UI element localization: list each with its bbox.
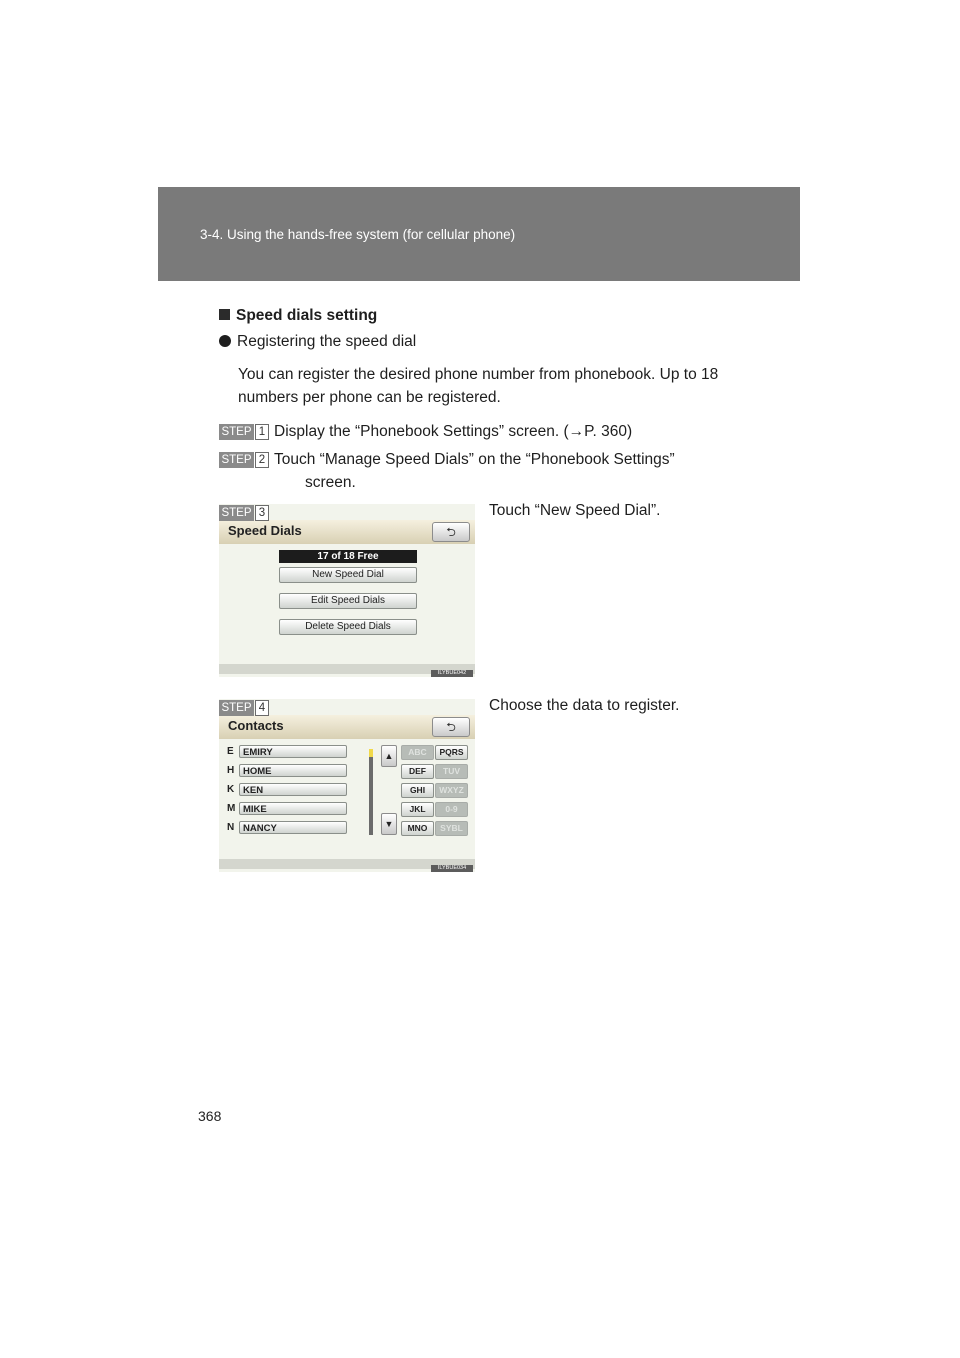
contact-mike[interactable]: MIKE (239, 802, 347, 815)
step-badge-2: STEP 2 (219, 452, 269, 468)
new-speed-dial-button[interactable]: New Speed Dial (279, 567, 417, 583)
step-badge-4: STEP 4 (219, 700, 269, 716)
key-ghi[interactable]: GHI (401, 783, 434, 798)
up-arrow-icon: ▲ (384, 751, 394, 761)
subheading: Registering the speed dial (219, 330, 416, 353)
key-def[interactable]: DEF (401, 764, 434, 779)
step-1-text: Display the “Phonebook Settings” screen. (→P. 360) (274, 423, 633, 440)
contacts-screen (219, 699, 475, 872)
key-pqrs[interactable]: PQRS (435, 745, 468, 760)
scroll-up-button[interactable] (381, 745, 397, 767)
key-abc: ABC (401, 745, 434, 760)
step-4-text: Choose the data to register. (489, 697, 680, 714)
back-button[interactable]: ⮌ (432, 522, 470, 542)
down-arrow-icon: ▼ (384, 819, 394, 829)
image-id: ILYBUE034 (431, 865, 473, 872)
chapter-title: 3-4. Using the hands-free system (for cellular phone) (200, 227, 516, 242)
index-letter: H (227, 765, 235, 776)
step-badge-1: STEP 1 (219, 424, 269, 440)
back-button[interactable]: ⮌ (432, 717, 470, 737)
step-badge-3: STEP 3 (219, 505, 269, 521)
step-2-text-line-1: Touch “Manage Speed Dials” on the “Phonebook Settings” (274, 451, 675, 468)
scrollbar-track[interactable] (369, 749, 373, 835)
screen-title: Contacts (228, 718, 284, 733)
key-numbers: 0-9 (435, 802, 468, 817)
speed-dials-screen (219, 504, 475, 677)
chapter-header (158, 187, 800, 281)
square-bullet-icon (219, 309, 230, 320)
key-jkl[interactable]: JKL (401, 802, 434, 817)
contact-nancy[interactable]: NANCY (239, 821, 347, 834)
contact-home[interactable]: HOME (239, 764, 347, 777)
section-heading: Speed dials setting (219, 304, 377, 327)
delete-speed-dials-button[interactable]: Delete Speed Dials (279, 619, 417, 635)
scroll-down-button[interactable] (381, 813, 397, 835)
contact-emiry[interactable]: EMIRY (239, 745, 347, 758)
key-tuv: TUV (435, 764, 468, 779)
index-letter: N (227, 822, 235, 833)
page-number: 368 (198, 1108, 222, 1124)
intro-line-2: numbers per phone can be registered. (238, 389, 501, 406)
index-letter: K (227, 784, 235, 795)
screen-title: Speed Dials (228, 523, 302, 538)
intro-line-1: You can register the desired phone number from phonebook. Up to 18 (238, 366, 719, 383)
scrollbar-thumb[interactable] (369, 749, 373, 757)
edit-speed-dials-button[interactable]: Edit Speed Dials (279, 593, 417, 609)
image-id: ILYBUE042 (431, 670, 473, 677)
contact-ken[interactable]: KEN (239, 783, 347, 796)
step-3-text: Touch “New Speed Dial”. (489, 502, 661, 519)
circle-bullet-icon (219, 335, 231, 347)
key-wxyz: WXYZ (435, 783, 468, 798)
key-mno[interactable]: MNO (401, 821, 434, 836)
free-count-status: 17 of 18 Free (279, 550, 417, 563)
step-2-text-line-2: screen. (305, 474, 356, 491)
key-symbols: SYBL (435, 821, 468, 836)
index-letter: E (227, 746, 234, 757)
index-letter: M (227, 803, 236, 814)
